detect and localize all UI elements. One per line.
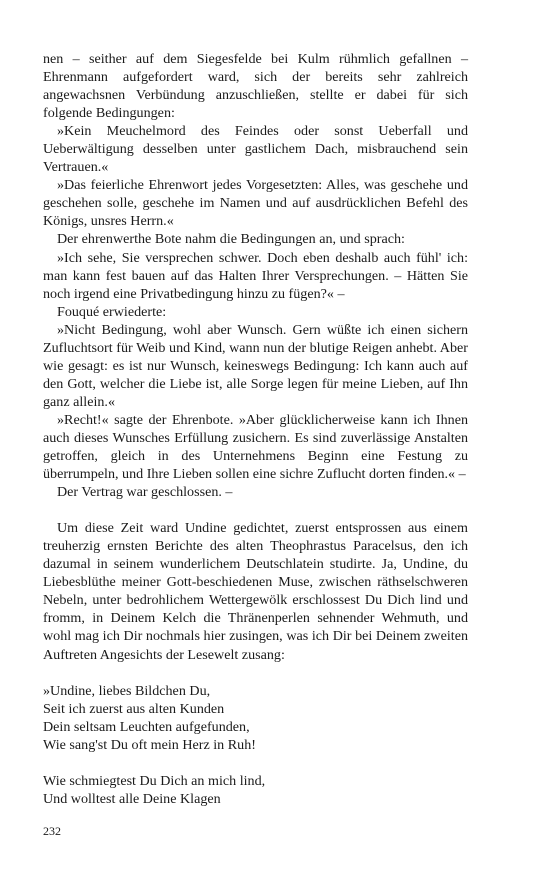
page-number: 232 (43, 824, 61, 838)
poem-line: Und wolltest alle Deine Klagen (43, 790, 221, 807)
poem-stanza (43, 682, 468, 754)
poem-line: Wie sang'st Du oft mein Herz in Ruh! (43, 736, 256, 753)
paragraph: »Nicht Bedingung, wohl aber Wunsch. Gern wüßte ich einen sichern Zufluchtsort für Weib und Kind, wann nun der blutige Reigen anhebt. Aber wie gesagt: es ist nur Wunsch, keineswegs Bedingung: Ich kann auch auf den Gott, welcher die Liebe ist, alle Sorge legen für meine Lieben, auf Ihn ganz allein.« (43, 321, 468, 410)
paragraph: Der Vertrag war geschlossen. – (57, 484, 233, 501)
poem-line: Dein seltsam Leuchten aufgefunden, (43, 718, 250, 735)
paragraph: »Ich sehe, Sie versprechen schwer. Doch eben deshalb auch fühl' ich: man kann fest bauen auf das Halten Ihrer Versprechungen. – Hätten Sie noch irgend eine Privatbedingung hinzu zu fügen?« – (43, 249, 468, 302)
paragraph: Fouqué erwiederte: (57, 303, 167, 320)
paragraph: Der ehrenwerthe Bote nahm die Bedingungen an, und sprach: (57, 231, 405, 248)
paragraph: »Das feierliche Ehrenwort jedes Vorgesetzten: Alles, was geschehe und geschehen solle, geschehe im Namen und auf ausdrücklichen Befehl des Königs, unsres Herrn.« (43, 177, 468, 230)
paragraph: »Recht!« sagte der Ehrenbote. »Aber glücklicherweise kann ich Ihnen auch dieses Wunsches Erfüllung zusichern. Es sind zuverlässige Anstalten getroffen, gleich in des Unternehmens Beginn eine Festung zu überrumpeln, und Ihre Lieben sollen eine sichre Zuflucht dorten finden.« – (43, 411, 468, 483)
paragraph: »Kein Meuchelmord des Feindes oder sonst Ueberfall und Ueberwältigung desselben unter gastlichem Dach, misbrauchend sein Vertrauen.« (43, 123, 468, 176)
poem-line: »Undine, liebes Bildchen Du, (43, 682, 211, 699)
paragraph: Um diese Zeit ward Undine gedichtet, zuerst entsprossen aus einem treuherzig ernsten Berichte des alten Theophrastus Paracelsus, den ich dazumal in seinem wunderlichem Deutschlatein studirte. Ja, Undine, du Liebesblüthe meiner Gott-beschiedenen Muse, zwischen räthselschweren Nebeln, unter bedrohlichem Wettergewölk erschlossest Du Dich lind und fromm, in Deinem Kelch die Thränenperlen sehnender Wehmuth, und wohl mag ich Dir nochmals hier zusingen, was ich Dir bei Deinem zweiten Auftreten Angesichts der Lesewelt zusang: (43, 520, 468, 663)
paragraph: nen – seither auf dem Siegesfelde bei Kulm rühmlich gefallnen – Ehrenmann aufgefordert ward, sich der bereits sehr zahlreich angewachsnen Verbündung anzuschließen, stellte er dabei für sich folgende Bedingungen: (43, 51, 468, 122)
poem-stanza (43, 772, 468, 808)
poem-line: Wie schmiegtest Du Dich an mich lind, (43, 772, 266, 789)
page-body (43, 50, 468, 808)
poem (43, 682, 468, 808)
poem-line: Seit ich zuerst aus alten Kunden (43, 700, 225, 717)
